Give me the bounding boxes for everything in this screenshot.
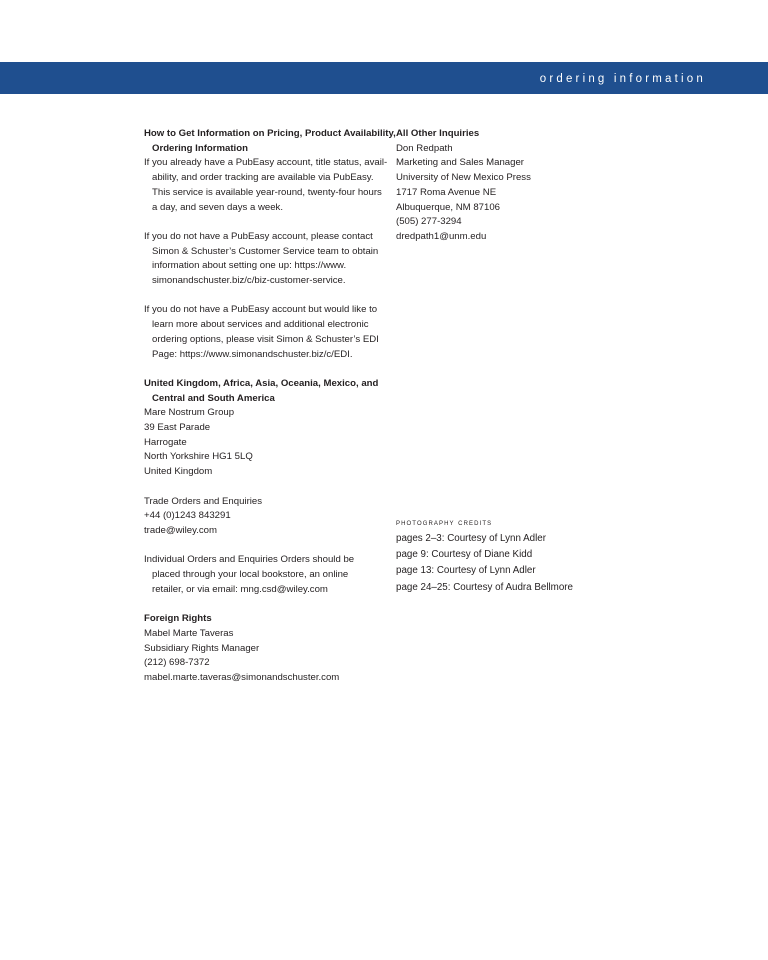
uk-heading: United Kingdom, Africa, Asia, Oceania, Mexico, and xyxy=(144,377,379,389)
foreign-rights-contact-name: Mabel Marte Taveras xyxy=(144,627,234,639)
foreign-rights-section xyxy=(144,612,378,686)
foreign-rights-phone: (212) 698-7372 xyxy=(144,657,210,669)
uk-address-line: North Yorkshire HG1 5LQ xyxy=(144,451,253,463)
header-banner xyxy=(0,62,768,94)
right-column xyxy=(396,127,596,259)
uk-heading: Central and South America xyxy=(152,392,275,404)
edi-line: ordering options, please visit Simon & Schuster’s EDI xyxy=(152,333,379,345)
individual-orders-section xyxy=(144,553,378,597)
other-inquiries-heading: All Other Inquiries xyxy=(396,128,480,139)
foreign-rights-email-link[interactable]: mabel.marte.taveras@simonandschuster.com xyxy=(144,671,340,683)
pricing-heading: How to Get Information on Pricing, Product Availability, xyxy=(144,128,396,139)
edi-line: If you do not have a PubEasy account but would like to xyxy=(144,304,378,316)
no-account-line: Simon & Schuster’s Customer Service team to obtain xyxy=(152,245,379,257)
photo-credits-heading: photography credits xyxy=(396,517,493,527)
uk-section xyxy=(144,377,378,480)
page-title: ordering information xyxy=(539,73,706,85)
edi-section xyxy=(144,303,378,362)
pricing-paragraph-line: a day, and seven days a week. xyxy=(152,201,284,213)
other-inquiries-section xyxy=(396,127,596,245)
individual-orders-line: retailer, or via email: mng.csd@wiley.com xyxy=(152,583,328,595)
no-account-line: If you do not have a PubEasy account, please contact xyxy=(144,230,373,242)
individual-orders-line: Individual Orders and Enquiries Orders should be xyxy=(144,554,355,566)
individual-orders-line: placed through your local bookstore, an online xyxy=(152,569,349,581)
edi-line: learn more about services and additional electronic xyxy=(152,319,369,331)
foreign-rights-contact-title: Subsidiary Rights Manager xyxy=(144,642,260,654)
trade-orders-section xyxy=(144,495,378,539)
pricing-paragraph-line: If you already have a PubEasy account, title status, avail- xyxy=(144,157,388,169)
edi-link[interactable]: Page: https://www.simonandschuster.biz/c/EDI. xyxy=(152,348,353,360)
pricing-paragraph-line: This service is available year-round, twenty-four hours xyxy=(152,186,382,198)
pricing-paragraph-line: ability, and order tracking are available via PubEasy. xyxy=(152,172,374,184)
contact-phone: (505) 277-3294 xyxy=(396,216,462,228)
contact-organization: University of New Mexico Press xyxy=(396,172,531,184)
no-account-section xyxy=(144,230,378,289)
uk-address-line: United Kingdom xyxy=(144,466,213,478)
uk-address-line: Mare Nostrum Group xyxy=(144,407,235,419)
photo-credit-line: pages 2–3: Courtesy of Lynn Adler xyxy=(396,533,546,544)
trade-phone: +44 (0)1243 843291 xyxy=(144,510,231,522)
contact-name: Don Redpath xyxy=(396,142,453,154)
photo-credits xyxy=(396,515,616,596)
customer-service-link[interactable]: simonandschuster.biz/c/biz-customer-service. xyxy=(152,275,346,287)
uk-address-line: 39 East Parade xyxy=(144,422,211,434)
contact-city: Albuquerque, NM 87106 xyxy=(396,201,501,213)
contact-street: 1717 Roma Avenue NE xyxy=(396,186,497,198)
pricing-section xyxy=(144,127,396,215)
photo-credit-line: page 9: Courtesy of Diane Kidd xyxy=(396,549,533,561)
uk-address-line: Harrogate xyxy=(144,436,187,448)
trade-email-link[interactable]: trade@wiley.com xyxy=(144,524,218,536)
pricing-heading: Ordering Information xyxy=(152,142,248,154)
foreign-rights-heading: Foreign Rights xyxy=(144,613,212,625)
photo-credit-line: page 13: Courtesy of Lynn Adler xyxy=(396,565,536,577)
no-account-line: information about setting one up: https://www. xyxy=(152,260,347,272)
contact-email-link[interactable]: dredpath1@unm.edu xyxy=(396,230,487,242)
trade-orders-label: Trade Orders and Enquiries xyxy=(144,495,263,507)
left-column xyxy=(144,127,396,700)
contact-title: Marketing and Sales Manager xyxy=(396,157,524,169)
photo-credit-line: page 24–25: Courtesy of Audra Bellmore xyxy=(396,581,573,593)
